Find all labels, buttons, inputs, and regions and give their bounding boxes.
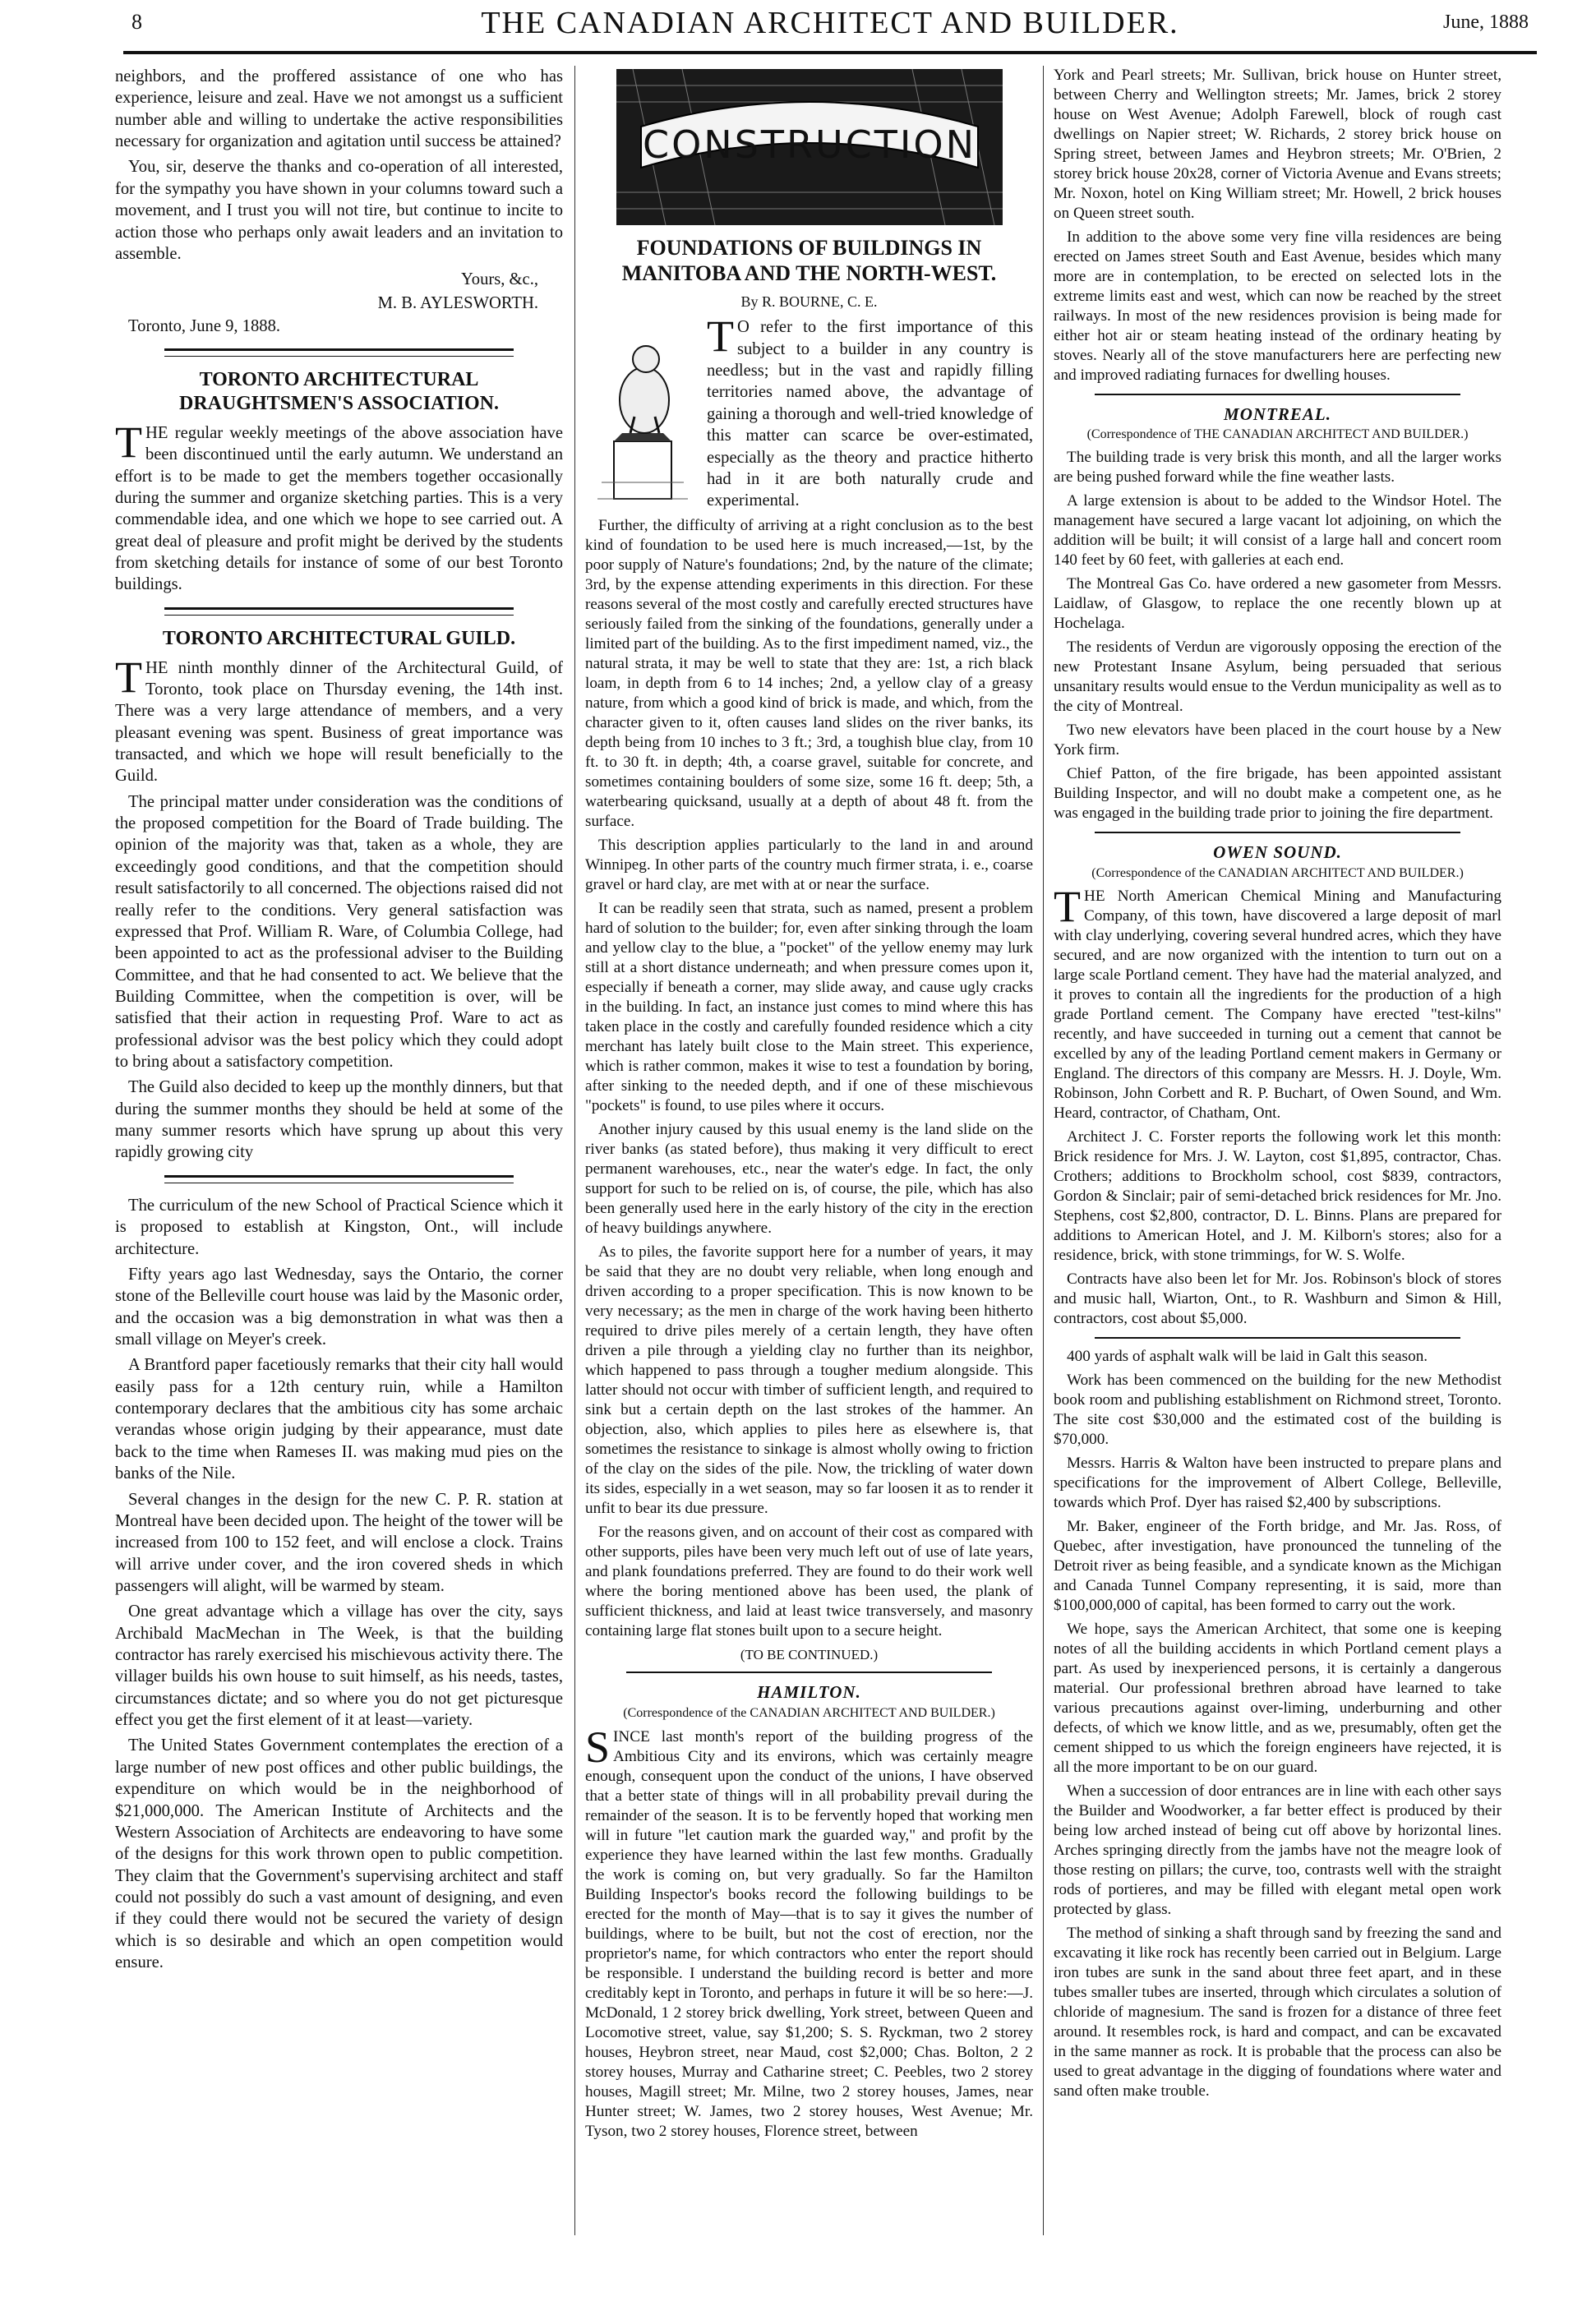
paragraph: In addition to the above some very fine villa residences are being erected on James street South and East Avenue, besides which many more are in contemplation, to be erected on selected lots in the extreme limits east and west, which can now be reached by the street railways. In most of the new residences provision is being made for either hot air or steam heating instead of the ordinary heating by stoves. Nearly all of the stove manufacturers here are perfecting new and improved radiating furnaces for dwelling houses. — [1054, 228, 1501, 384]
section-rule — [164, 348, 514, 357]
issue-date: June, 1888 — [1443, 12, 1529, 33]
paragraph: Architect J. C. Forster reports the following work let this month: Brick residence for Mrs. J. W. Layton, cost $1,895, contractor, Chas. Crothers; additions to Brockholm school, cost $839, contractors, Gordon & Sinclair; pair of semi-detached brick residences for Mr. Jno. Stephens, cost $2,800, contractor, D. L. Binns. Plans are prepared for additions to American Hotel, and J. M. Kilborn's stores; also for a residence, brick, with stone trimmings, for W. S. Wolfe. — [1054, 1127, 1501, 1264]
signature: M. B. AYLESWORTH. — [377, 293, 538, 312]
drop-cap: T — [115, 417, 142, 467]
paragraph: THE ninth monthly dinner of the Architectural Guild, of Toronto, took place on Thursday evening, the 14th inst. There was a very large attendance of members, and a very pleasant evening was spent. Business of great importance was transacted, and which we hope will result beneficially to the Guild. — [115, 652, 563, 786]
paragraph: Contracts have also been let for Mr. Jos. Robinson's block of stores and music hall, Wiarton, Ont., to R. Washburn and Simon & Hill, contractors, cost about $5,000. — [1054, 1270, 1501, 1327]
paragraph: The building trade is very brisk this month, and all the larger works are being pushed forward while the fine weather lasts. — [1054, 449, 1501, 486]
paragraph: neighbors, and the proffered assistance of one who has experience, leisure and zeal. Have we not amongst us a sufficient number able and willing to undertake the active responsibilities necessary for organization and agitation until success be attained? — [115, 67, 563, 151]
paragraph: Several changes in the design for the new C. P. R. station at Montreal have been decided upon. The height of the tower will be increased from 100 to 152 feet, and will enclose a clock. Trains will arrive under cover, and the iron covered sheds in which passengers will alight, will be warmed by steam. — [115, 1490, 563, 1595]
paragraph: Chief Patton, of the fire brigade, has been appointed assistant Building Inspector, and will no doubt make a competent one, as he was engaged in the building trade prior to joining the fire department. — [1054, 765, 1501, 823]
paragraph: The curriculum of the new School of Practical Science which it is proposed to establish at Kingston, Ont., will include architecture. — [115, 1196, 563, 1258]
paragraph: Another injury caused by this usual enemy is the land slide on the river banks (as stated before), thus making it very difficult to erect permanent warehouses, etc., near the water's edge. In fact, the only support for such to be relied on is, of course, the pile, which has also been generally used here in the early history of the city in the erection of heavy buildings anywhere. — [585, 1120, 1033, 1237]
drop-cap: S — [585, 1722, 611, 1772]
paragraph: This description applies particularly to the land in and around Winnipeg. In other parts of the country much firmer strata, i. e., coarse gravel or hard clay, are met with at or near the surface. — [585, 836, 1033, 893]
masthead-title: THE CANADIAN ARCHITECT AND BUILDER. — [481, 6, 1179, 40]
paragraph: The Guild also decided to keep up the monthly dinners, but that during the summer months they should be held at some of the many summer resorts which have sprung up about this very rapidly growing city — [115, 1078, 563, 1162]
paragraph: Fifty years ago last Wednesday, says the Ontario, the corner stone of the Belleville court house was laid by the Masonic order, and the occasion was a big demonstration in what was then a small village on Meyer's creek. — [115, 1265, 563, 1349]
banner-word: CONSTRUCTION — [642, 122, 976, 167]
dateline: Toronto, June 9, 1888. — [128, 316, 281, 335]
paragraph: Two new elevators have been placed in the court house by a New York firm. — [1054, 722, 1501, 759]
paragraph: We hope, says the American Architect, that some one is keeping notes of all the building accidents in which Portland cement plays a part. As used by inexperienced persons, it is certainly a dangerous material. Our professional brethren abroad have learned to take various precautions against over-liming, underburning and other defects, of which we know little, and as we, presumably, often get the cement shipped to us which the foreign engineers have rejected, it is all the more important to be on our guard. — [1054, 1620, 1501, 1776]
paragraph: York and Pearl streets; Mr. Sullivan, brick house on Hunter street, between Cherry and Wellington streets; Mr. James, brick 2 storey house on West Avenue; Adolph Farewell, block of rough cast dwellings on Napier street; W. Richards, 2 storey brick house on Spring street, between James and Heybron streets; Mr. O'Brien, 2 storey brick house 20x28, corner of Victoria Avenue and Evans streets; Mr. Noxon, hotel on King William street; Mr. Howell, 2 brick houses on Queen street south. — [1054, 67, 1501, 222]
paragraph: THE regular weekly meetings of the above association have been discontinued until the early autumn. We understand an effort is to be made to get the members together occasionally during the summer and organize sketching parties. This is a very commendable idea, and one which we hope to see carried out. A great deal of pleasure and profit might be derived by the students from sketching details for instance of some of our best Toronto buildings. — [115, 417, 563, 594]
column-divider — [574, 66, 575, 2235]
paragraph: You, sir, deserve the thanks and co-operation of all interested, for the sympathy you have shown in your columns toward such a movement, and I trust you will not tire, but continue to incite to action those who perhaps only await leaders and an invitation to assemble. — [115, 158, 563, 263]
paragraph: The method of sinking a shaft through sand by freezing the sand and excavating it like rock has recently been carried out in Belgium. Large iron tubes are sunk in the sand about three feet apart, and in these tubes smaller tubes are inserted, through which circulates a solution of chloride of magnesium. The sand is frozen for a distance of three feet around. It resembles rock, is hard and compact, and can be excavated in the same manner as rock. It is probable that the process can also be used to great advantage in the digging of foundations where water and sand often make trouble. — [1054, 1924, 1501, 2100]
byline: By R. BOURNE, C. E. — [740, 293, 878, 311]
paragraph: One great advantage which a village has over the city, says Archibald MacMechan in The Week, is that the building contractor has rarely exercised his mischievous activity there. The villager builds his own house to suit himself, as his needs, tastes, circumstances dictate; and so where you do not get picturesque effect you get the first element of it at least—variety. — [115, 1602, 563, 1730]
drop-cap: T — [1054, 881, 1081, 931]
drop-cap: T — [707, 311, 734, 362]
section-subheading: MONTREAL. — [1224, 404, 1331, 424]
paragraph: Work has been commenced on the building for the new Methodist book room and publishing establishment on Richmond street, Toronto. The site cost $30,000 and the estimated cost of the building is $70,000. — [1054, 1371, 1501, 1448]
correspondence-note: (Correspondence of the CANADIAN ARCHITECT AND BUILDER.) — [623, 1706, 995, 1721]
paragraph: 400 yards of asphalt walk will be laid in Galt this season. — [1067, 1347, 1428, 1365]
correspondence-note: (Correspondence of THE CANADIAN ARCHITECT AND BUILDER.) — [1086, 427, 1469, 442]
drop-cap: T — [115, 652, 142, 702]
paragraph: Mr. Baker, engineer of the Forth bridge, and Mr. Jas. Ross, of Quebec, after investigation, have pronounced the tunneling of the Detroit river as being feasible, and a syndicate known as the Michigan and Canada Tunnel Company representing, it is said, more than $100,000,000 of capital, has been formed to carry out the work. — [1054, 1517, 1501, 1614]
paragraph: When a succession of door entrances are in line with each other says the Builder and Woodworker, a far better effect is produced by their being low arched instead of being cut off above by horizontal lines. Arches springing directly from the jambs have not the meagre look of those resting on pillars; the curve, too, contrasts well with the straight rods of portieres, and may be filled with elegant metal open work protected by glass. — [1054, 1782, 1501, 1918]
construction-banner-ornament — [616, 69, 1003, 225]
paragraph: The United States Government contemplates the erection of a large number of new post offices and other public buildings, the expenditure on which would be in the neighborhood of $21,000,000. The American Institute of Architects and the Western Association of Architects are endeavoring to have some of the designs for this work thrown open to public competition. They claim that the Government's supervising architect and staff could not possibly do such a vast amount of designing, and even if they could there would not be secured the variety of design which is so desirable and which an open competition would ensure. — [115, 1736, 563, 1972]
paragraph: The Montreal Gas Co. have ordered a new gasometer from Messrs. Laidlaw, of Glasgow, to replace the one recently blown up at Hochelaga. — [1054, 575, 1501, 633]
construction-banner-art — [616, 69, 1003, 225]
correspondence-note: (Correspondence of the CANADIAN ARCHITECT AND BUILDER.) — [1091, 865, 1464, 880]
paragraph: The residents of Verdun are vigorously opposing the erection of the new Protestant Insane Asylum, being persuaded that serious unsanitary results would ensue to the Verdun municipality as well as to the city of Montreal. — [1054, 639, 1501, 716]
section-rule — [164, 1175, 514, 1183]
section-heading: TORONTO ARCHITECTURAL GUILD. — [162, 627, 516, 649]
bear-on-pedestal-illustration — [585, 318, 700, 507]
page-number: 8 — [131, 10, 142, 34]
paragraph: Further, the difficulty of arriving at a right conclusion as to the best kind of foundation to be used here is much increased,—1st, by the poor supply of Nature's foundations; 2nd, by the nature of the climate; 3rd, by the expense attending experiments in this direction. For these reasons several of the most costly and carefully erected structures have seriously failed from the sinking of the foundations, generally under a limited part of the building. As to the first impediment named, viz., the natural strata, it may be well to state that they are: 1st, a rich black loam, in depth from 6 to 14 inches; 2nd, a yellow clay of a greasy nature, from which a good kind of brick is made, and which, from the character given to it, often causes land slides on the river banks, its depth being from 10 inches to 3 ft.; 3rd, a toughish blue clay, from 10 ft. to 30 ft. in depth; 4th, a coarse gravel, suitable for concrete, and sometimes containing boulders of some size, some 16 ft. deep; 5th, a waterbearing quicksand, usually at a depth of about 48 ft. from the surface. — [585, 516, 1033, 830]
paragraph: It can be readily seen that strata, such as named, present a problem hard of solution to the builder; for, even after sinking through the loam and yellow clay to the blue, a "pocket" of the yellow enemy may lurk still at a short distance underneath; and when pressure comes upon it, especially if beneath a corner, may slide away, and cause ugly cracks in the building. In fact, an instance just comes to mind where this has taken place in the costly and carefully founded residence which a city merchant has lately built close to the Main street. This experience, which is rather common, makes it wise to test a foundation by boring, after sinking to the needed depth, and if one of these mischievous "pockets" is found, to use piles where it occurs. — [585, 899, 1033, 1114]
section-rule — [1095, 832, 1460, 833]
column-1 — [115, 66, 563, 2268]
header-rule — [123, 51, 1537, 54]
section-rule — [1095, 1337, 1460, 1339]
section-rule — [626, 1672, 992, 1673]
paragraph: THE North American Chemical Mining and Manufacturing Company, of this town, have discovered a large deposit of marl with clay underlying, covering several hundred acres, which they have secured, and are now organized with the intention to turn out on a large scale Portland cement. They have had the material analyzed, and it proves to contain all the ingredients for the production of a high grade Portland cement. The Company have erected "test-kilns" recently, and have succeeded in turning out a cement that cannot be excelled by any of the leading Portland cement makers in Germany or England. The directors of this company are Messrs. H. J. Doyle, Wm. Robinson, John Corbett and R. P. Buchart, of Owen Sound, and Wm. Heard, contractor, of Chatham, Ont. — [1054, 881, 1501, 1122]
section-rule — [164, 607, 514, 616]
section-subheading: OWEN SOUND. — [1213, 842, 1342, 863]
paragraph: A large extension is about to be added to the Windsor Hotel. The management have secured a large vacant lot adjoining, on which the addition will be built; it will consist of a large hall and concert room 140 feet by 60 feet, with galleries at each end. — [1054, 492, 1501, 569]
paragraph: For the reasons given, and on account of their cost as compared with other supports, piles have been very much left out of use of late years, and plank foundations preferred. They are found to do their work well where the boring mentioned above has been used, the plank of sufficient thickness, and laid at least twice transversely, and masonry containing large flat stones built upon to a secure height. — [585, 1523, 1033, 1639]
column-divider — [1043, 66, 1044, 2235]
paragraph: T O refer to the first importance of this subject to a builder in any country is needless; but in the vast and rapidly filling territories named above, the advantage of gaining a thorough and well-tried knowledge of this matter can scarce be over-estimated, especially as the theory and practice hitherto had in it are both naturally crude and experimental. — [707, 311, 1033, 510]
column-2 — [585, 66, 1033, 2268]
section-subheading: HAMILTON. — [757, 1682, 861, 1703]
paragraph: A Brantford paper facetiously remarks that their city hall would easily pass for a 12th century ruin, while a Hamilton contemporary declares that the ambitious city has some archaic verandas whose origin judging by their appearance, must date back to the time when Rameses II. was making mud pies on the banks of the Nile. — [115, 1356, 563, 1483]
closing: Yours, &c., — [460, 270, 538, 289]
article-heading: FOUNDATIONS OF BUILDINGS IN MANITOBA AND THE NORTH-WEST. — [621, 236, 997, 286]
column-3 — [1054, 66, 1501, 2268]
paragraph: As to piles, the favorite support here for a number of years, it may be said that they are no doubt very reliable, when long enough and driven according to a proper specification. This is now known to be very necessary; as the men in charge of the work having been hitherto required to drive piles merely of a certain length, they have often driven a pile through a yielding clay no further than its neighbor, which happened to pass through a tougher medium alongside. This latter should not occur with timber of sufficient length, and required to sink but a certain depth on the last strokes of the hammer. An objection, also, which applies to piles here as elsewhere is, that sometimes the resistance to sinkage is almost wholly owing to friction of the clay on the sides of the pile. Now, the trickling of water down its sides, especially in a wet season, may so far loosen it as to render it unfit to bear its due pressure. — [585, 1243, 1033, 1517]
section-heading: TORONTO ARCHITECTURAL DRAUGHTSMEN'S ASSOCIATION. — [179, 369, 499, 415]
paragraph: SINCE last month's report of the building progress of the Ambitious City and its environs, which was certainly meagre enough, consequent upon the conduct of the unions, I have observed that a better state of things will in all probability prevail during the remainder of the season. It is to be fervently hoped that working men will in future "let caution mark the guarded way," and profit by the experience they have learned within the last few months. Gradually the work is coming on, but very gradually. So far the Hamilton Building Inspector's books record the following buildings to be erected for the month of May—that is to say it gives the number of buildings, where to be built, but not the cost of erection, nor the proprietor's name, for which contractors who enter the report should be responsible. I understand the building record is better and more creditably kept in Toronto, and perhaps in future it will be so here:—J. McDonald, 1 2 storey brick dwelling, York street, between Queen and Locomotive street, value, say $1,200; S. S. Ryckman, two 2 storey houses, Heybron street, near Maud, cost $2,000; Chas. Bolton, 2 2 storey houses, Murray and Catharine street; C. Peebles, two 2 storey houses, Magill street; Mr. Milne, two 2 storey houses, James, near Hunter street; W. James, two 2 storey houses, West Avenue; Mr. Tyson, two 2 storey houses, Florence street, between — [585, 1722, 1033, 2140]
paragraph: Messrs. Harris & Walton have been instructed to prepare plans and specifications for the improvement of Albert College, Belleville, towards which Prof. Dyer has raised $2,400 by subscriptions. — [1054, 1454, 1501, 1511]
section-rule — [1095, 394, 1460, 395]
paragraph: The principal matter under consideration was the conditions of the proposed competition for the Board of Trade building. The opinion of the majority was that, taken as a whole, they are exceedingly good conditions, and that the competition should result satisfactorily to all concerned. The objections raised did not really refer to the conditions. Very general satisfaction was expressed that Prof. William R. Ware, of Columbia College, had been appointed to act as the professional adviser to the Building Committee, and that he had consented to act. We believe that the Building Committee, when the competition is over, will be satisfied that their action in requesting Prof. Ware to act as professional advisor was the best policy which they could adopt to bring about a satisfactory competition. — [115, 792, 563, 1072]
page-header — [123, 0, 1537, 49]
continued-note: (TO BE CONTINUED.) — [740, 1646, 879, 1662]
